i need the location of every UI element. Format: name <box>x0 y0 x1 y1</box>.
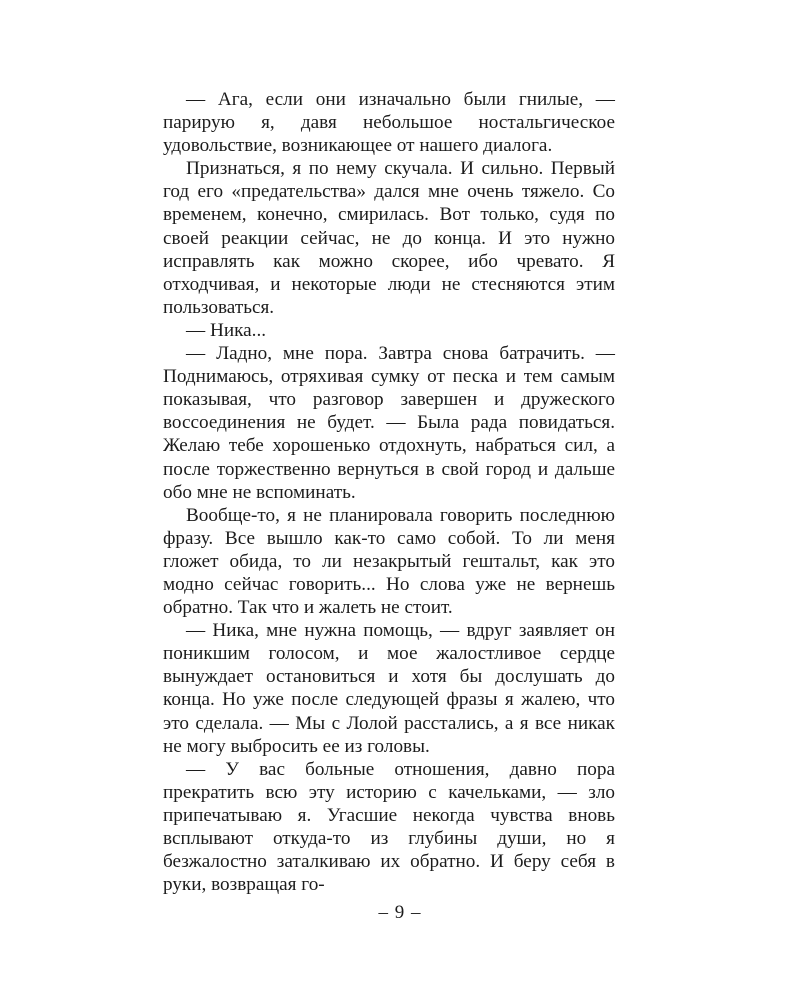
paragraph-5: Вообще-то, я не планировала говорить последнюю фразу. Все вышло как-то само собой. То ли меня гложет обида, то ли незакрытый гештальт, как это модно сейчас говорить... Но слова уже не вернешь обратно. Так что и жалеть не стоит. <box>163 504 615 619</box>
page-number: – 9 – <box>378 902 422 923</box>
paragraph-4: — Ладно, мне пора. Завтра снова батрачить. — Поднимаюсь, отряхивая сумку от песка и тем самым показывая, что разговор завершен и дружеского воссоединения не будет. — Была рада повидаться. Желаю тебе хорошенько отдохнуть, набраться сил, а после торжественно вернуться в свой город и дальше обо мне не вспоминать. <box>163 343 615 503</box>
paragraph-7: — У вас больные отношения, давно пора прекратить всю эту историю с качельками, — зло припечатываю я. Угасшие некогда чувства вновь всплывают откуда-то из глубины души, но я безжалостно заталкиваю их обратно. И беру себя в руки, возвращая го- <box>163 758 615 896</box>
paragraph-2: Признаться, я по нему скучала. И сильно. Первый год его «предательства» дался мне очень тяжело. Со временем, конечно, смирилась. Вот только, судя по своей реакции сейчас, не до конца. И это нужно исправлять как можно скорее, ибо чревато. Я отходчивая, и некоторые люди не стесняются этим пользоваться. <box>163 158 615 318</box>
paragraph-3: — Ника... <box>186 319 267 341</box>
body-text <box>163 88 615 896</box>
paragraph-1: — Ага, если они изначально были гнилые, — парирую я, давя небольшое ностальгическое удовольствие, возникающее от нашего диалога. <box>163 89 615 157</box>
paragraph-6: — Ника, мне нужна помощь, — вдруг заявляет он поникшим голосом, и мое жалостливое сердце вынуждает остановиться и хотя бы дослушать до конца. Но уже после следующей фразы я жалею, что это сделала. — Мы с Лолой расстались, а я все никак не могу выбросить ее из головы. <box>163 620 615 757</box>
